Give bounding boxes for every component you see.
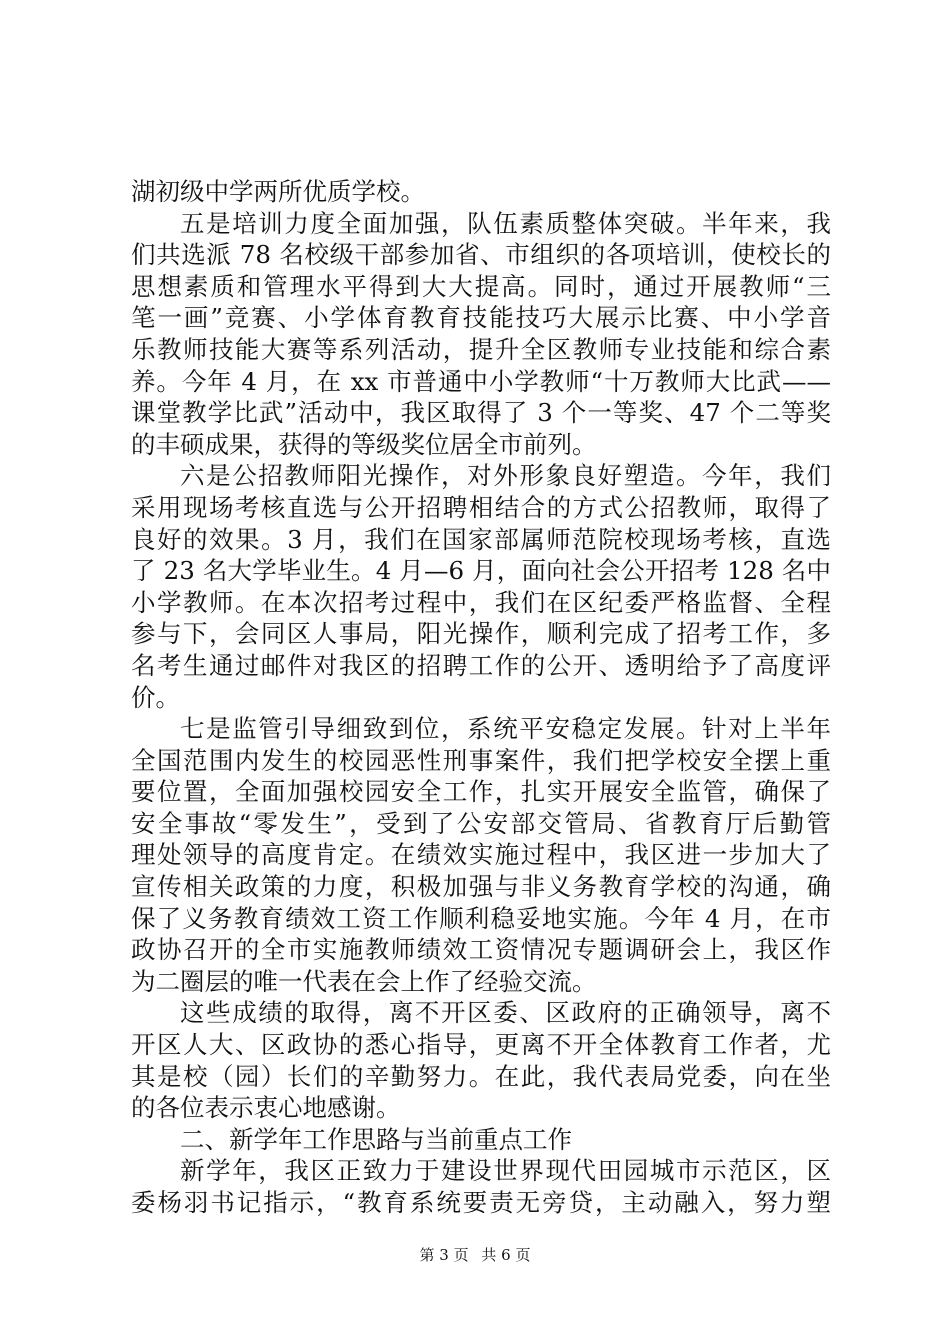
text-line: 湖初级中学两所优质学校。 (131, 177, 425, 206)
text-line: 全国范围内发生的校园恶性刑事案件，我们把学校安全摆上重 (131, 745, 831, 775)
text-line: 的各位表示衷心地感谢。 (131, 1093, 401, 1123)
text-line: 委杨羽书记指示，“教育系统要责无旁贷，主动融入，努力塑 (131, 1188, 831, 1217)
body-text (131, 176, 831, 1219)
text-line: 其是校（园）长们的辛勤努力。在此，我代表局党委，向在坐 (131, 1061, 831, 1091)
text-line: 七是监管引导细致到位，系统平安稳定发展。针对上半年 (180, 714, 831, 744)
text-line: 价。 (131, 682, 180, 712)
text-line: 良好的效果。3 月，我们在国家部属师范院校现场考核，直选 (131, 524, 831, 554)
text-line: 新学年，我区正致力于建设世界现代田园城市示范区，区 (180, 1156, 831, 1186)
text-line: 课堂教学比武”活动中，我区取得了 3 个一等奖、47 个二等奖 (131, 398, 831, 428)
text-line: 这些成绩的取得，离不开区委、区政府的正确领导，离不 (180, 998, 831, 1028)
text-line: 安全事故“零发生”，受到了公安部交管局、省教育厅后勤管 (131, 808, 831, 838)
text-line: 要位置，全面加强校园安全工作，扎实开展安全监管，确保了 (131, 777, 831, 807)
text-line: 二、新学年工作思路与当前重点工作 (180, 1124, 572, 1154)
page-footer (0, 1245, 950, 1265)
text-line: 养。今年 4 月，在 xx 市普通中小学教师“十万教师大比武—— (131, 366, 831, 396)
text-line: 们共选派 78 名校级干部参加省、市组织的各项培训，使校长的 (131, 240, 831, 270)
text-line: 开区人大、区政协的悉心指导，更离不开全体教育工作者，尤 (131, 1030, 831, 1060)
text-line: 五是培训力度全面加强，队伍素质整体突破。半年来，我 (180, 208, 831, 238)
text-line: 宣传相关政策的力度，积极加强与非义务教育学校的沟通，确 (131, 872, 831, 902)
text-line: 了 23 名大学毕业生。4 月—6 月，面向社会公开招考 128 名中 (131, 556, 831, 586)
text-line: 乐教师技能大赛等系列活动，提升全区教师专业技能和综合素 (131, 334, 831, 364)
text-line: 思想素质和管理水平得到大大提高。同时，通过开展教师“三 (131, 271, 831, 301)
page-number: 第 3 页 (419, 1246, 469, 1264)
text-line: 采用现场考核直选与公开招聘相结合的方式公招教师，取得了 (131, 492, 831, 522)
text-line: 小学教师。在本次招考过程中，我们在区纪委严格监督、全程 (131, 587, 831, 617)
text-line: 参与下，会同区人事局，阳光操作，顺利完成了招考工作，多 (131, 619, 831, 649)
page-total: 共 6 页 (481, 1246, 531, 1264)
text-line: 名考生通过邮件对我区的招聘工作的公开、透明给予了高度评 (131, 650, 831, 680)
text-line: 笔一画”竞赛、小学体育教育技能技巧大展示比赛、中小学音 (131, 303, 831, 333)
text-line: 理处领导的高度肯定。在绩效实施过程中，我区进一步加大了 (131, 840, 831, 870)
text-line: 为二圈层的唯一代表在会上作了经验交流。 (131, 966, 597, 996)
text-line: 六是公招教师阳光操作，对外形象良好塑造。今年，我们 (180, 461, 831, 491)
text-line: 保了义务教育绩效工资工作顺利稳妥地实施。今年 4 月，在市 (131, 903, 831, 933)
text-line: 的丰硕成果，获得的等级奖位居全市前列。 (131, 429, 597, 459)
text-line: 政协召开的全市实施教师绩效工资情况专题调研会上，我区作 (131, 935, 831, 965)
